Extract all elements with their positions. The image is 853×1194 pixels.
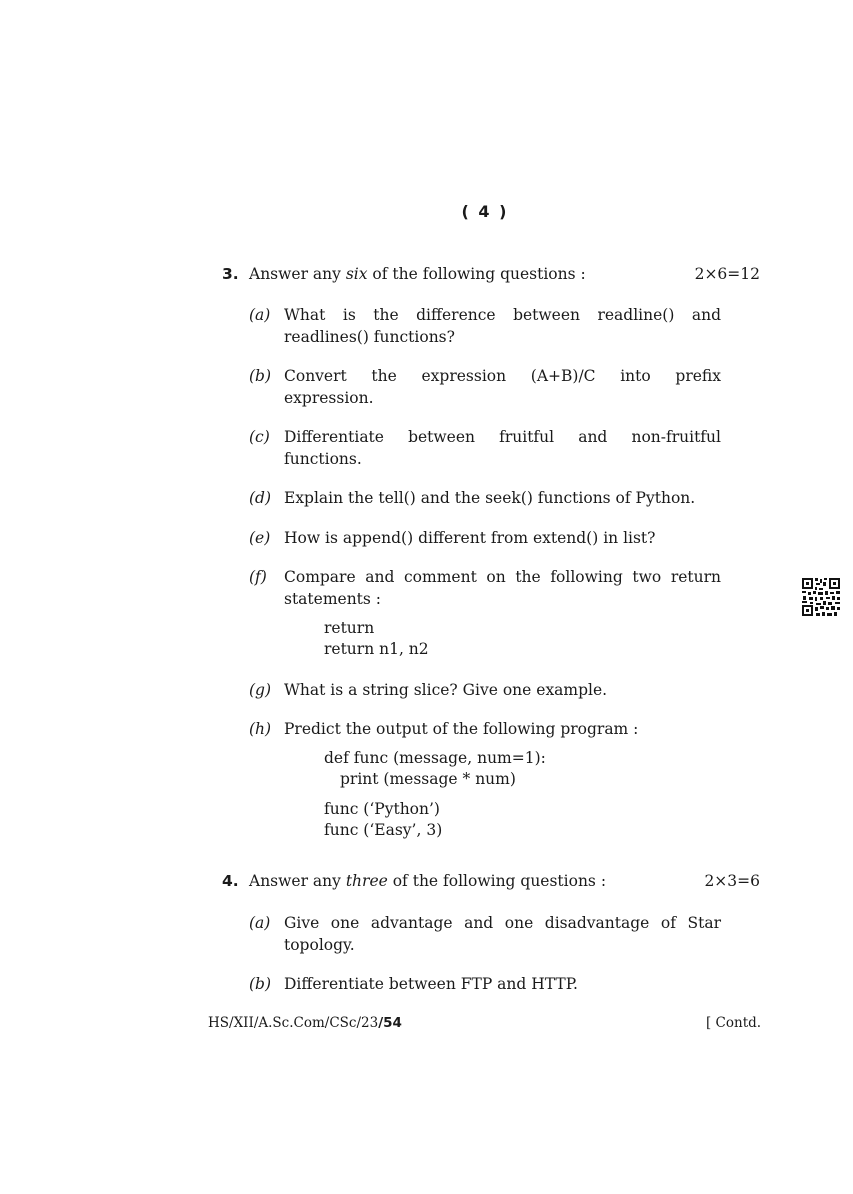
sub-question: (f) Compare and comment on the following two return statements : <box>249 568 721 608</box>
sub-question: (a) What is the difference between readline() and readlines() functions? <box>249 306 721 346</box>
question-instruction: Answer any six of the following questions : <box>249 265 586 283</box>
sub-question: (b) Convert the expression (A+B)/C into prefix expression. <box>249 367 721 407</box>
marks: 2×3=6 <box>704 872 760 890</box>
marks: 2×6=12 <box>694 265 760 283</box>
sub-question: (c) Differentiate between fruitful and non-fruitful functions. <box>249 428 721 468</box>
paper-code: HS/XII/A.Sc.Com/CSc/23/54 <box>208 1015 402 1031</box>
sub-question: (a) Give one advantage and one disadvantage of Star topology. <box>249 914 721 954</box>
qr-code-icon <box>801 577 841 617</box>
question-4-heading <box>222 872 760 890</box>
sub-question: (g) What is a string slice? Give one example. <box>249 681 608 699</box>
sub-question: (b) Differentiate between FTP and HTTP. <box>249 975 578 993</box>
page-number: ( 4 ) <box>461 202 509 221</box>
sub-question: (d) Explain the tell() and the seek() functions of Python. <box>249 489 696 507</box>
continued-marker: [ Contd. <box>706 1015 762 1031</box>
question-number: 4. <box>222 872 239 890</box>
question-instruction: Answer any three of the following questions : <box>249 872 607 890</box>
code-block: return return n1, n2 <box>324 619 429 658</box>
code-block: def func (message, num=1): print (message * num) <box>324 749 546 788</box>
sub-question: (h) Predict the output of the following program : <box>249 720 639 738</box>
question-3-heading <box>222 265 760 283</box>
code-block: func (‘Python’) func (‘Easy’, 3) <box>324 800 443 839</box>
sub-question: (e) How is append() different from extend() in list? <box>249 529 656 547</box>
question-number: 3. <box>222 265 239 283</box>
